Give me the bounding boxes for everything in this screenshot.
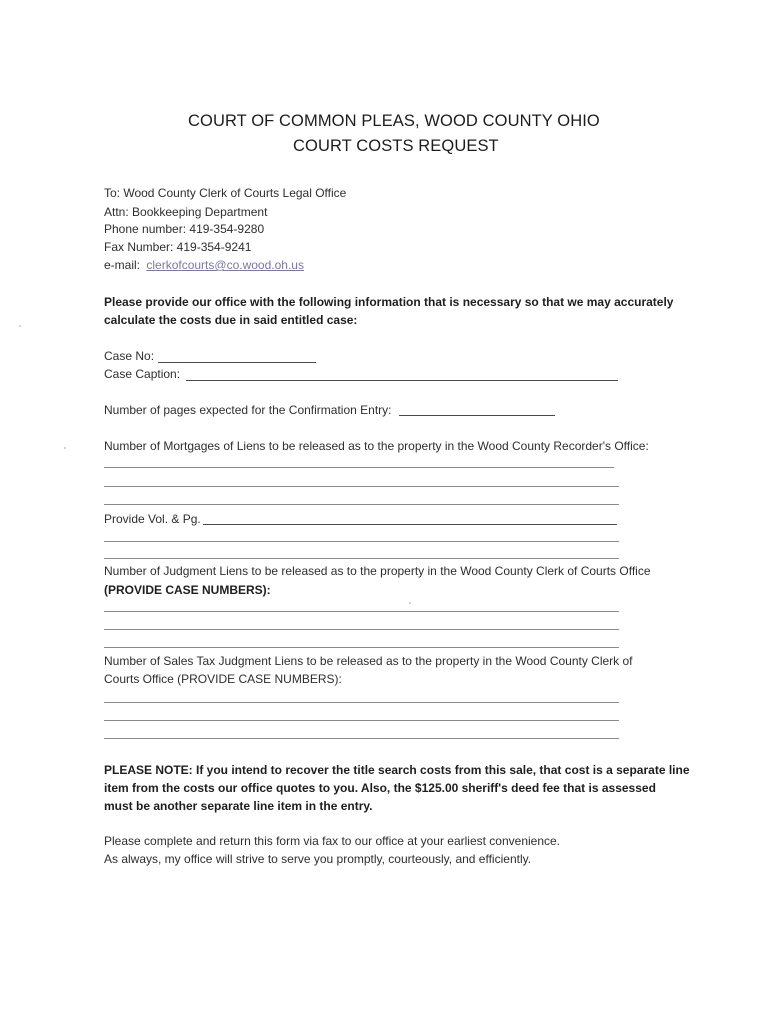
scan-speck xyxy=(409,602,411,604)
intro-line2: calculate the costs due in said entitled case: xyxy=(104,313,358,327)
vol-pg-label: Provide Vol. & Pg. xyxy=(104,512,201,526)
contact-fax: Fax Number: 419-354-9241 xyxy=(104,240,252,254)
sales-tax-label-line2: Courts Office (PROVIDE CASE NUMBERS): xyxy=(104,672,342,686)
contact-to: To: Wood County Clerk of Courts Legal Office xyxy=(104,186,347,200)
note-line3: must be another separate line item in the entry. xyxy=(104,799,373,813)
vol-pg-field[interactable] xyxy=(203,524,617,525)
contact-email-row xyxy=(104,258,304,272)
form-title-line2: COURT COSTS REQUEST xyxy=(293,137,499,155)
contact-email-link[interactable]: clerkofcourts@co.wood.oh.us xyxy=(146,258,304,272)
pages-field[interactable] xyxy=(399,415,555,416)
closing-line2: As always, my office will strive to serve you promptly, courteously, and efficiently. xyxy=(104,852,532,866)
closing-line1: Please complete and return this form via fax to our office at your earliest convenience. xyxy=(104,834,561,848)
judgment-field-2[interactable] xyxy=(104,629,619,630)
mortgages-field-3[interactable] xyxy=(104,504,619,505)
sales-tax-field-2[interactable] xyxy=(104,720,619,721)
sales-tax-field-3[interactable] xyxy=(104,738,619,739)
mortgages-field-1[interactable] xyxy=(104,467,614,468)
contact-phone: Phone number: 419-354-9280 xyxy=(104,222,265,236)
case-caption-field[interactable] xyxy=(186,380,618,381)
form-title-line1: COURT OF COMMON PLEAS, WOOD COUNTY OHIO xyxy=(188,112,600,130)
case-no-label: Case No: xyxy=(104,349,155,363)
contact-email-label: e-mail: xyxy=(104,258,141,272)
sales-tax-label-line1: Number of Sales Tax Judgment Liens to be released as to the property in the Wood County Clerk of xyxy=(104,654,633,668)
note-line2: item from the costs our office quotes to you. Also, the $125.00 sheriff's deed fee that is assessed xyxy=(104,781,656,795)
judgment-field-3[interactable] xyxy=(104,647,619,648)
scan-speck xyxy=(64,447,66,449)
mortgages-field-2[interactable] xyxy=(104,486,619,487)
vol-pg-field-3[interactable] xyxy=(104,558,619,559)
case-no-field[interactable] xyxy=(158,362,316,363)
note-line1: PLEASE NOTE: If you intend to recover the title search costs from this sale, that cost is a separate line xyxy=(104,763,690,777)
case-caption-label: Case Caption: xyxy=(104,367,181,381)
judgment-field-1[interactable] xyxy=(104,611,619,612)
vol-pg-field-2[interactable] xyxy=(104,541,619,542)
sales-tax-field-1[interactable] xyxy=(104,702,619,703)
intro-line1: Please provide our office with the following information that is necessary so that we may accurately xyxy=(104,295,674,309)
pages-label: Number of pages expected for the Confirmation Entry: xyxy=(104,403,392,417)
scan-speck xyxy=(19,325,21,327)
contact-attn: Attn: Bookkeeping Department xyxy=(104,205,268,219)
judgment-label-line1: Number of Judgment Liens to be released as to the property in the Wood County Clerk of Courts Office xyxy=(104,564,651,578)
judgment-label-line2: (PROVIDE CASE NUMBERS): xyxy=(104,583,271,597)
mortgages-label: Number of Mortgages of Liens to be released as to the property in the Wood County Recorder's Office: xyxy=(104,439,649,453)
